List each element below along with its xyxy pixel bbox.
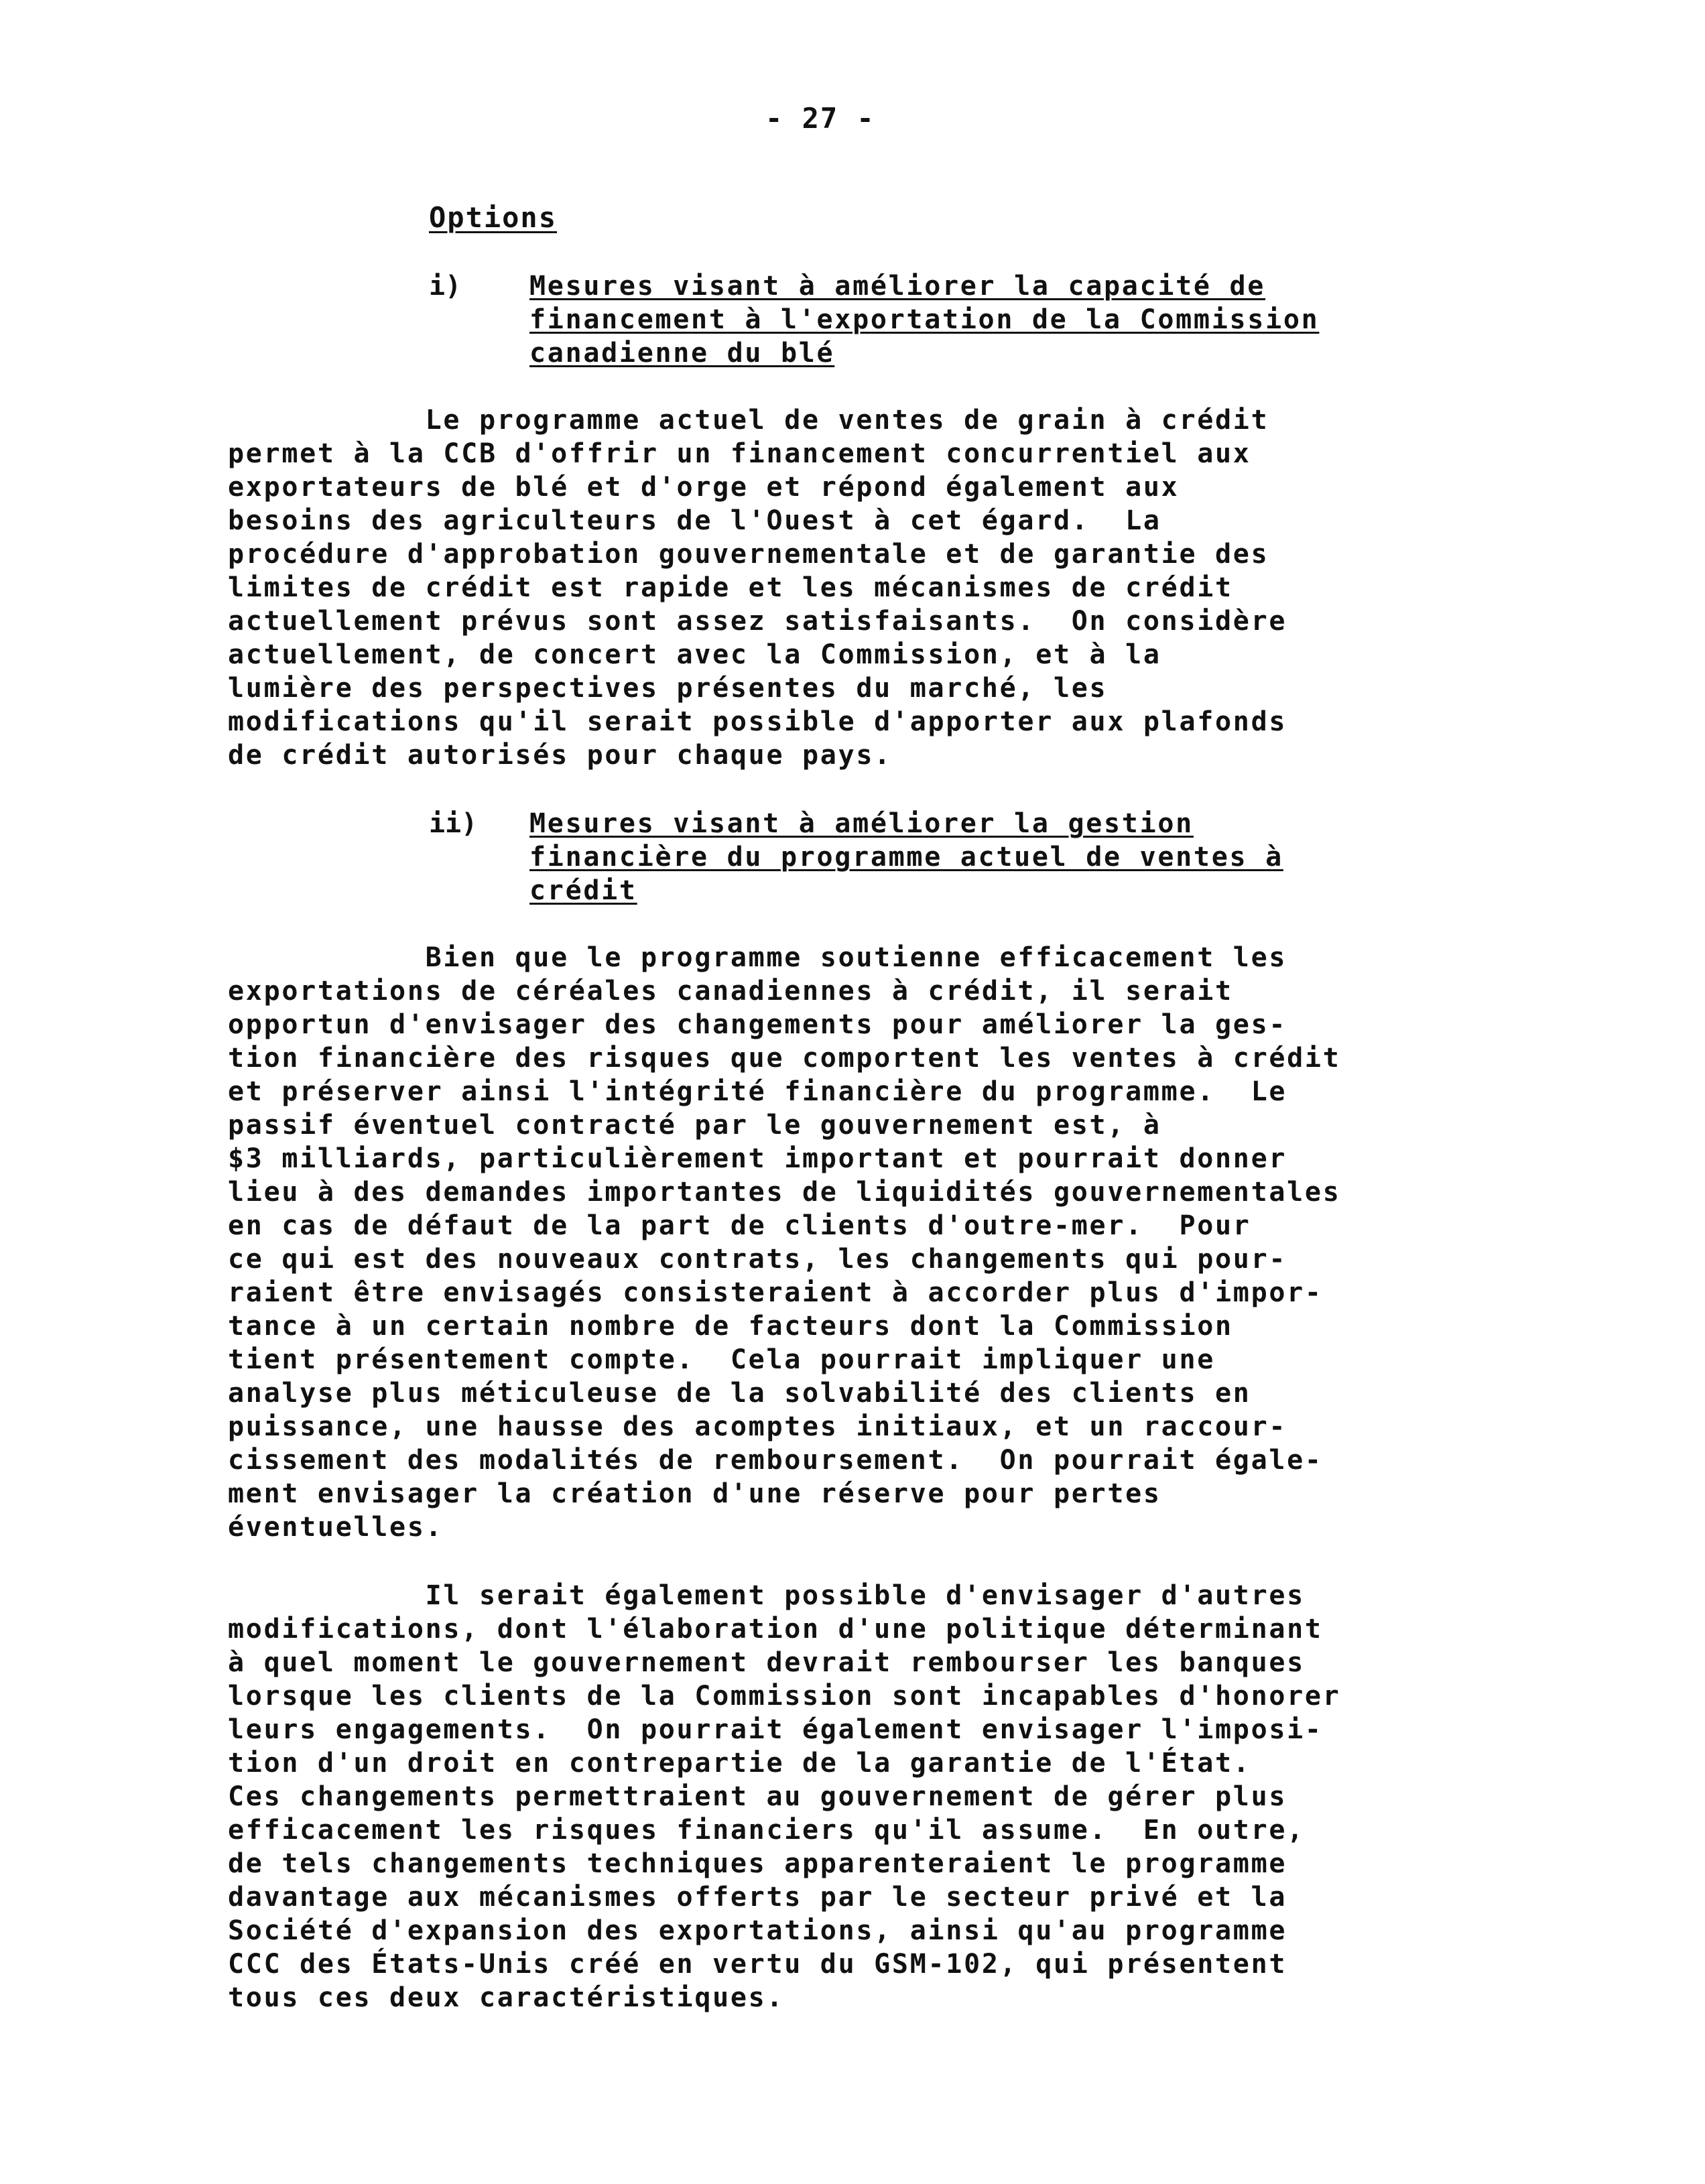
paragraph-line: tient présentement compte. Cela pourrait impliquer une bbox=[228, 1344, 1216, 1375]
paragraph-line: de tels changements techniques apparenteraient le programme bbox=[228, 1848, 1287, 1879]
paragraph-line: ment envisager la création d'une réserve pour pertes bbox=[228, 1478, 1161, 1509]
paragraph-line: Il serait également possible d'envisager d'autres bbox=[228, 1580, 1305, 1611]
paragraph-line: procédure d'approbation gouvernementale et de garantie des bbox=[228, 539, 1269, 570]
paragraph-3 bbox=[228, 1579, 1568, 2014]
paragraph-line: éventuelles. bbox=[228, 1512, 444, 1543]
paragraph-line: de crédit autorisés pour chaque pays. bbox=[228, 740, 892, 771]
paragraph-line: modifications, dont l'élaboration d'une politique déterminant bbox=[228, 1614, 1323, 1645]
paragraph-2 bbox=[228, 941, 1568, 1544]
paragraph-line: tion d'un droit en contrepartie de la garantie de l'État. bbox=[228, 1748, 1251, 1779]
paragraph-line: puissance, une hausse des acomptes initiaux, et un raccour- bbox=[228, 1411, 1287, 1442]
paragraph-line: en cas de défaut de la part de clients d'outre-mer. Pour bbox=[228, 1210, 1251, 1241]
paragraph-line: limites de crédit est rapide et les mécanismes de crédit bbox=[228, 572, 1233, 603]
paragraph-line: modifications qu'il serait possible d'apporter aux plafonds bbox=[228, 706, 1287, 737]
paragraph-line: Société d'expansion des exportations, ainsi qu'au programme bbox=[228, 1915, 1287, 1946]
paragraph-line: analyse plus méticuleuse de la solvabilité des clients en bbox=[228, 1378, 1251, 1409]
paragraph-line: actuellement prévus sont assez satisfaisants. On considère bbox=[228, 606, 1287, 637]
paragraph-line: lieu à des demandes importantes de liquidités gouvernementales bbox=[228, 1177, 1341, 1208]
paragraph-line: $3 milliards, particulièrement important et pourrait donner bbox=[228, 1143, 1287, 1174]
paragraph-line: exportateurs de blé et d'orge et répond également aux bbox=[228, 472, 1180, 503]
paragraph-line: cissement des modalités de remboursement. On pourrait égale- bbox=[228, 1445, 1323, 1476]
paragraph-line: et préserver ainsi l'intégrité financière du programme. Le bbox=[228, 1076, 1287, 1107]
paragraph-line: exportations de céréales canadiennes à crédit, il serait bbox=[228, 976, 1233, 1007]
paragraph-line: Ces changements permettraient au gouvernement de gérer plus bbox=[228, 1781, 1287, 1812]
paragraph-line: actuellement, de concert avec la Commission, et à la bbox=[228, 639, 1161, 670]
paragraph-line: tion financière des risques que comportent les ventes à crédit bbox=[228, 1043, 1341, 1074]
section-2-enumerator: ii) bbox=[429, 808, 478, 839]
paragraph-line: lorsque les clients de la Commission sont incapables d'honorer bbox=[228, 1681, 1341, 1712]
paragraph-line: lumière des perspectives présentes du marché, les bbox=[228, 673, 1108, 704]
paragraph-line: raient être envisagés consisteraient à accorder plus d'impor- bbox=[228, 1277, 1323, 1308]
section-1-title bbox=[529, 269, 1319, 370]
paragraph-line: besoins des agriculteurs de l'Ouest à cet égard. La bbox=[228, 505, 1161, 536]
section-heading: Options bbox=[429, 201, 558, 234]
page-number: - 27 - bbox=[765, 102, 875, 135]
paragraph-line: tance à un certain nombre de facteurs dont la Commission bbox=[228, 1311, 1233, 1342]
paragraph-line: opportun d'envisager des changements pour améliorer la ges- bbox=[228, 1009, 1287, 1040]
paragraph-line: permet à la CCB d'offrir un financement concurrentiel aux bbox=[228, 438, 1251, 469]
section-1-title-line: financement à l'exportation de la Commission bbox=[529, 304, 1320, 335]
paragraph-line: Bien que le programme soutienne efficacement les bbox=[228, 942, 1287, 973]
section-2-title bbox=[529, 807, 1283, 907]
paragraph-line: CCC des États-Unis créé en vertu du GSM-102, qui présentent bbox=[228, 1949, 1287, 1980]
paragraph-line: passif éventuel contracté par le gouvernement est, à bbox=[228, 1110, 1161, 1141]
section-2-title-line: financière du programme actuel de ventes à bbox=[529, 842, 1283, 873]
section-1-enumerator: i) bbox=[429, 271, 462, 302]
section-2-title-line: Mesures visant à améliorer la gestion bbox=[529, 808, 1194, 839]
section-1-title-line: canadienne du blé bbox=[529, 338, 835, 369]
paragraph-line: Le programme actuel de ventes de grain à crédit bbox=[228, 405, 1269, 436]
paragraph-1 bbox=[228, 403, 1568, 772]
paragraph-line: efficacement les risques financiers qu'il assume. En outre, bbox=[228, 1815, 1305, 1846]
paragraph-line: tous ces deux caractéristiques. bbox=[228, 1982, 785, 2013]
paragraph-line: davantage aux mécanismes offerts par le secteur privé et la bbox=[228, 1882, 1287, 1913]
paragraph-line: à quel moment le gouvernement devrait rembourser les banques bbox=[228, 1647, 1305, 1678]
paragraph-line: leurs engagements. On pourrait également envisager l'imposi- bbox=[228, 1714, 1323, 1745]
section-1-title-line: Mesures visant à améliorer la capacité de bbox=[529, 271, 1266, 302]
paragraph-line: ce qui est des nouveaux contrats, les changements qui pour- bbox=[228, 1244, 1287, 1275]
section-2-title-line: crédit bbox=[529, 875, 637, 906]
